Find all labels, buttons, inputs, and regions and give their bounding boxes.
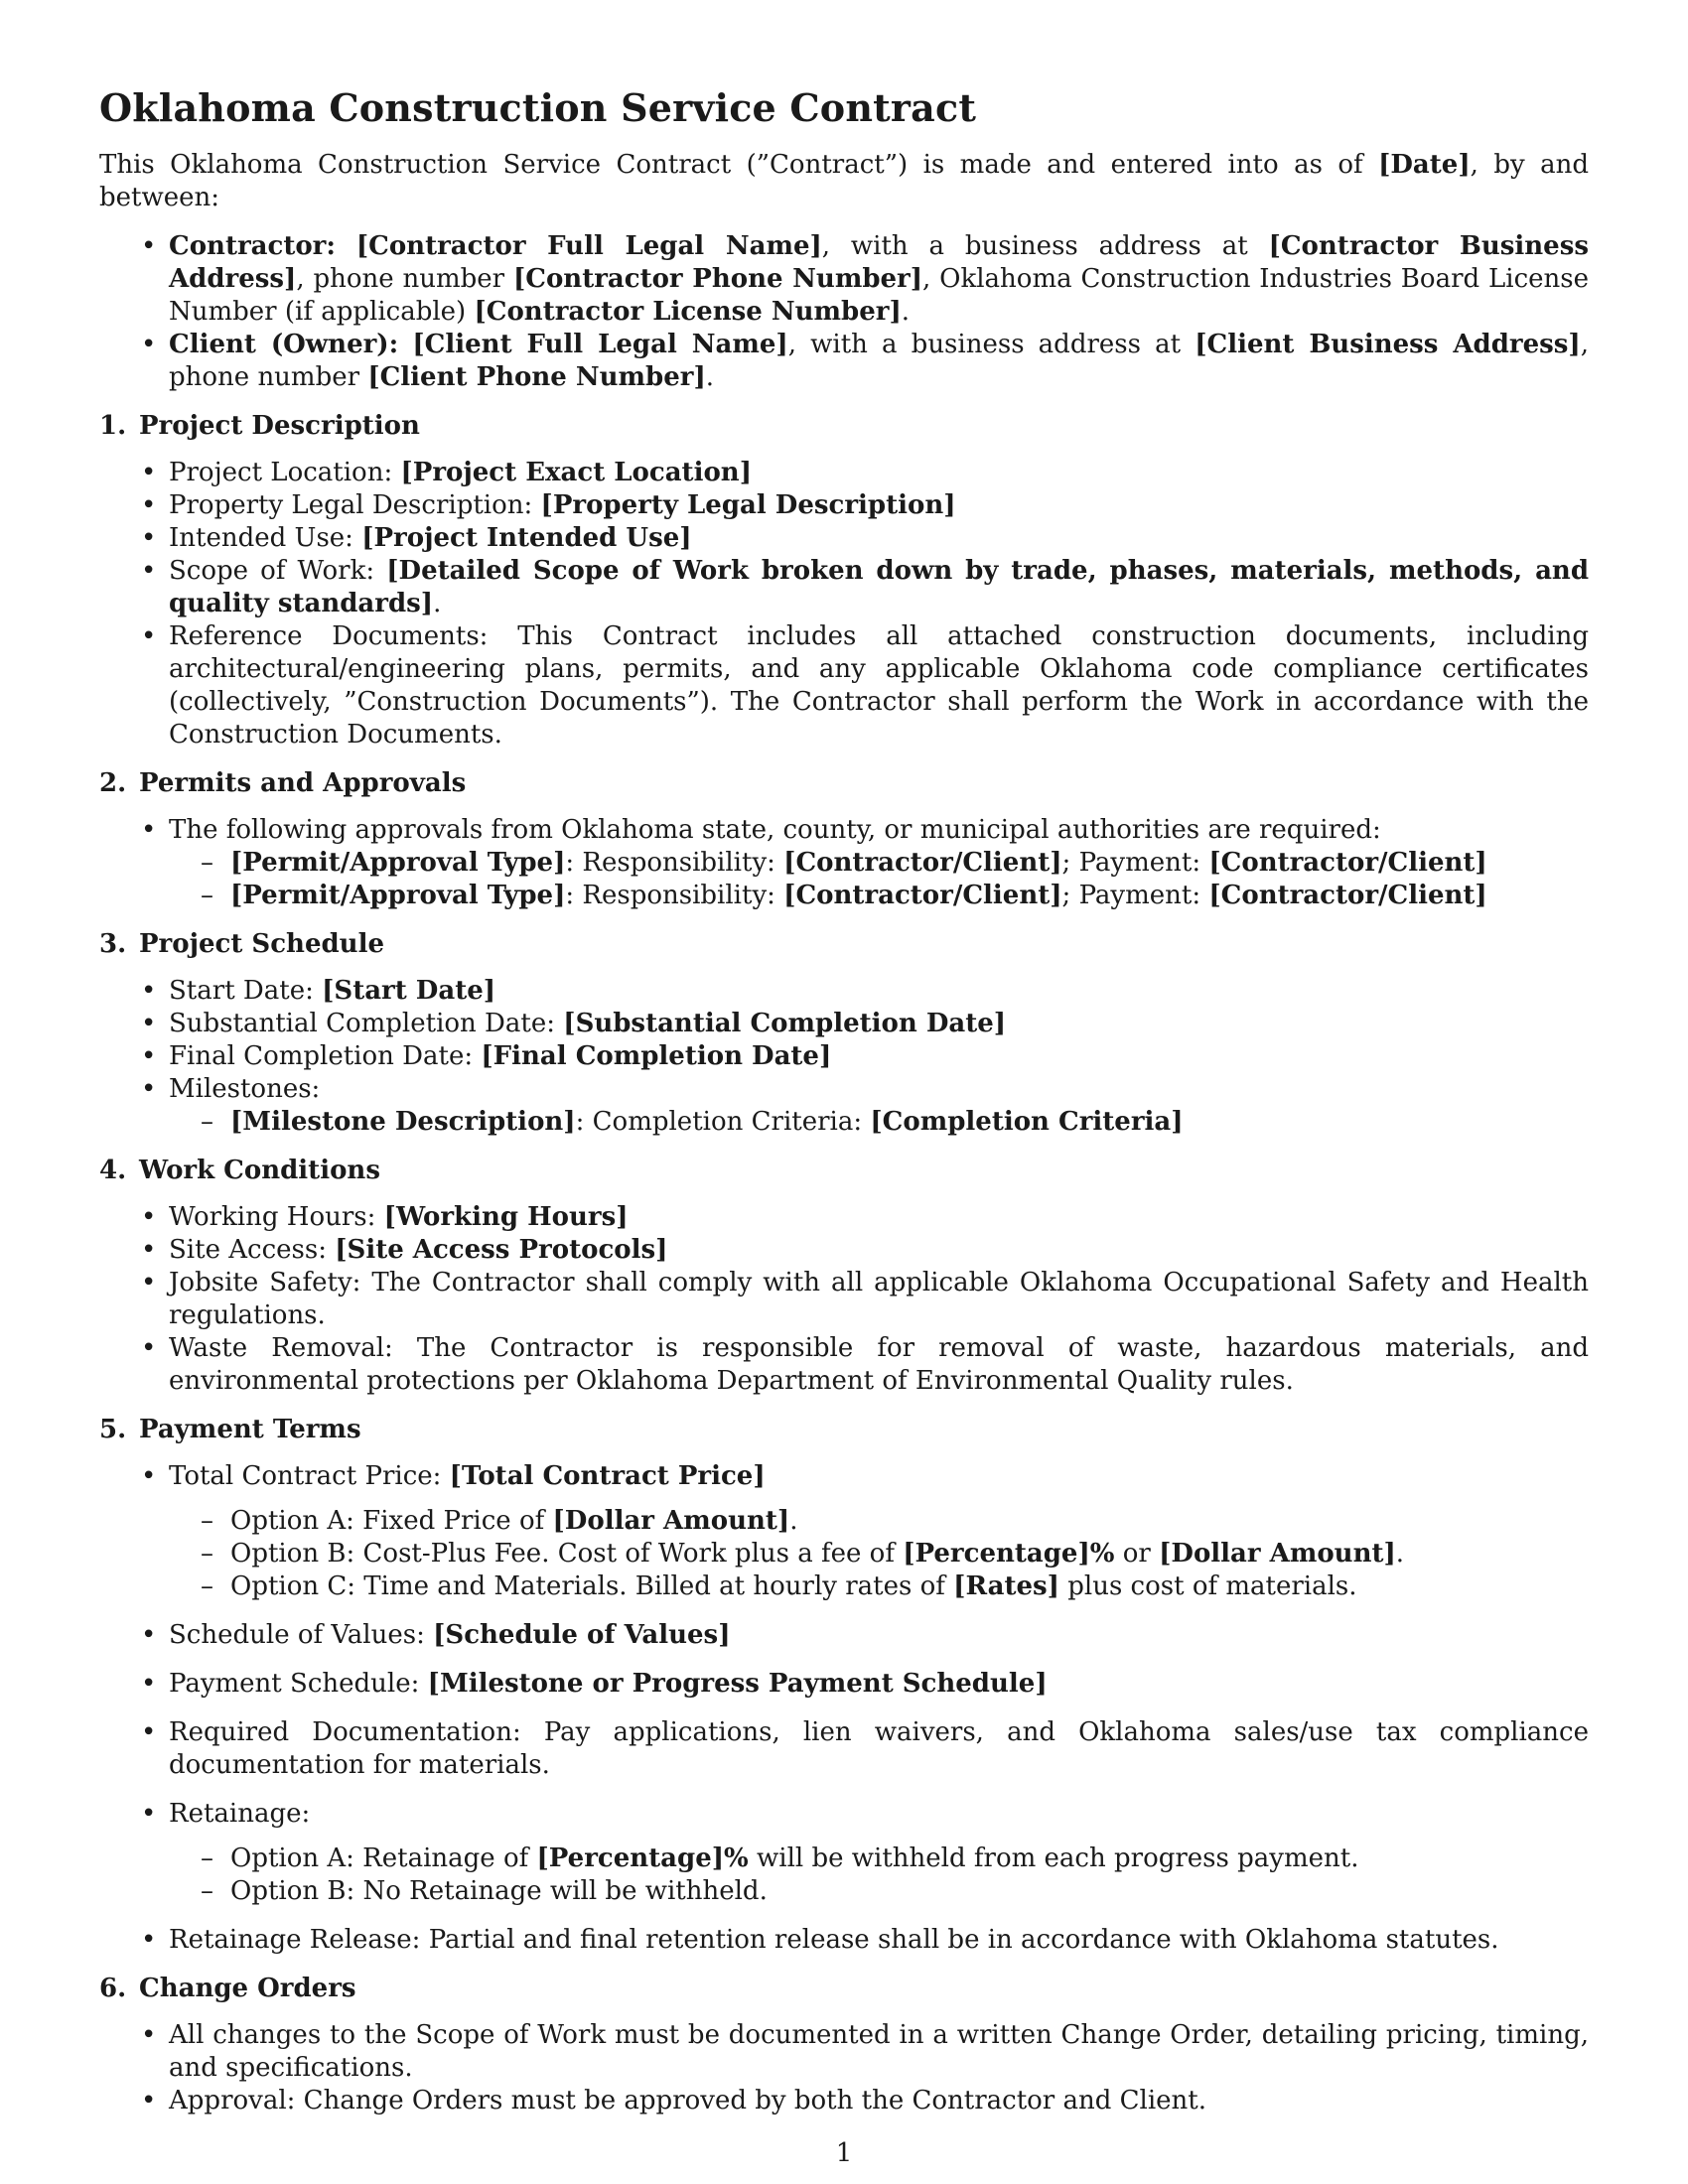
start-date-placeholder: [Start Date] — [322, 976, 496, 1006]
legal-description-placeholder: [Property Legal Description] — [540, 490, 956, 520]
item-label: Substantial Completion Date: — [169, 1009, 564, 1038]
item-text: The following approvals from Oklahoma state, county, or municipal authorities are required: — [169, 815, 1381, 845]
list-item: • Waste Removal: The Contractor is responsible for removal of waste, hazardous materials, and environmental protections per Oklahoma Department of Environmental Quality rules. — [99, 1332, 1589, 1398]
section-number: 3. — [99, 929, 127, 959]
schedule-list — [99, 975, 1589, 1139]
list-item — [99, 1234, 1589, 1267]
intended-use-placeholder: [Project Intended Use] — [361, 523, 692, 553]
list-item — [99, 975, 1589, 1008]
section-heading-work-conditions — [99, 1155, 1589, 1187]
item-label: Milestones: — [169, 1074, 321, 1104]
section-title: Project Schedule — [139, 929, 384, 959]
percentage-placeholder: [Percentage]% — [536, 1843, 749, 1873]
list-item — [99, 555, 1589, 620]
site-access-placeholder: [Site Access Protocols] — [335, 1235, 668, 1265]
item-end: plus cost of materials. — [1058, 1571, 1357, 1601]
contractor-name-placeholder: [Contractor Full Legal Name] — [355, 231, 822, 261]
party-client — [99, 329, 1589, 394]
criteria-placeholder: [Completion Criteria] — [870, 1107, 1184, 1137]
party-text: , phone number — [296, 264, 513, 294]
sublist-item — [169, 1843, 1589, 1875]
party-text: , with a business address at — [821, 231, 1269, 261]
list-item — [99, 814, 1589, 912]
client-phone-placeholder: [Client Phone Number] — [367, 362, 706, 392]
section-title: Permits and Approvals — [139, 768, 467, 798]
sublist-item — [169, 847, 1589, 880]
item-text: Option C: Time and Materials. Billed at hourly rates of — [230, 1571, 954, 1601]
date-placeholder: [Date] — [1378, 150, 1471, 180]
party-text: , Oklahoma Construction Industries Board License Number (if applicable) — [169, 264, 1589, 327]
change-orders-list — [99, 2019, 1589, 2117]
item-text: Option B: Cost-Plus Fee. Cost of Work plus a fee of — [230, 1539, 904, 1569]
list-item: • All changes to the Scope of Work must be documented in a written Change Order, detailing pricing, timing, and specifications. — [99, 2019, 1589, 2085]
item-label: ; Payment: — [1061, 848, 1209, 878]
item-label: Scope of Work: — [169, 556, 387, 586]
list-item: • Reference Documents: This Contract includes all attached construction documents, including architectural/engineering plans, permits, and any applicable Oklahoma code compliance certificates (collectively, ”Construction Documents”). The Contractor shall perform the Work in accordance with the Construction Documents. — [99, 620, 1589, 751]
percentage-placeholder: [Percentage]% — [903, 1539, 1115, 1569]
section-number: 4. — [99, 1156, 127, 1185]
list-item — [99, 1619, 1589, 1652]
list-item: • Approval: Change Orders must be approved by both the Contractor and Client. — [99, 2085, 1589, 2117]
item-label: Final Completion Date: — [169, 1041, 482, 1071]
item-label: Total Contract Price: — [169, 1461, 450, 1491]
section-title: Project Description — [139, 411, 420, 441]
item-label: Schedule of Values: — [169, 1620, 434, 1650]
section-title: Payment Terms — [139, 1415, 361, 1444]
section-heading-change-orders — [99, 1973, 1589, 2005]
section-number: 2. — [99, 768, 127, 798]
list-item — [99, 1201, 1589, 1234]
permits-sublist — [169, 847, 1589, 912]
item-end: . — [1395, 1539, 1405, 1569]
schedule-of-values-placeholder: [Schedule of Values] — [433, 1620, 731, 1650]
sublist-item — [169, 1570, 1589, 1603]
client-address-placeholder: [Client Business Address] — [1195, 330, 1581, 359]
permit-type-placeholder: [Permit/Approval Type] — [230, 848, 566, 878]
payment-schedule-placeholder: [Milestone or Progress Payment Schedule] — [427, 1669, 1048, 1699]
list-item — [99, 1668, 1589, 1701]
list-item — [99, 489, 1589, 522]
price-options-sublist — [169, 1505, 1589, 1603]
list-item: • Retainage Release: Partial and final retention release shall be in accordance with Oklahoma statutes. — [99, 1924, 1589, 1957]
project-description-list — [99, 457, 1589, 751]
final-completion-placeholder: [Final Completion Date] — [481, 1041, 832, 1071]
section-heading-project-description — [99, 410, 1589, 443]
permit-type-placeholder: [Permit/Approval Type] — [230, 881, 566, 910]
responsibility-placeholder: [Contractor/Client] — [783, 848, 1062, 878]
milestones-sublist — [169, 1106, 1589, 1139]
sublist-item: – Option B: No Retainage will be withheld. — [169, 1875, 1589, 1908]
client-name-placeholder: [Client Full Legal Name] — [412, 330, 788, 359]
list-item — [99, 1460, 1589, 1603]
party-text: . — [705, 362, 715, 392]
item-end: will be withheld from each progress payment. — [748, 1843, 1359, 1873]
item-label: Project Location: — [169, 458, 401, 487]
contract-page — [99, 85, 1589, 2133]
permits-list — [99, 814, 1589, 912]
responsibility-placeholder: [Contractor/Client] — [783, 881, 1062, 910]
item-text: or — [1114, 1539, 1160, 1569]
list-item — [99, 457, 1589, 489]
rates-placeholder: [Rates] — [953, 1571, 1059, 1601]
item-label: Property Legal Description: — [169, 490, 541, 520]
section-heading-schedule — [99, 928, 1589, 961]
sublist-item — [169, 1505, 1589, 1538]
item-end: . — [433, 589, 442, 618]
item-label: Retainage: — [169, 1799, 311, 1829]
list-item — [99, 522, 1589, 555]
contractor-address-placeholder: [Contractor Business Address] — [169, 231, 1589, 294]
section-number: 1. — [99, 411, 127, 441]
section-number: 5. — [99, 1415, 127, 1444]
dollar-amount-placeholder: [Dollar Amount] — [1159, 1539, 1396, 1569]
contractor-phone-placeholder: [Contractor Phone Number] — [512, 264, 923, 294]
scope-placeholder: [Detailed Scope of Work broken down by trade, phases, materials, methods, and quality standards] — [169, 556, 1590, 618]
item-label: Working Hours: — [169, 1202, 384, 1232]
item-end: . — [789, 1506, 798, 1536]
sublist-item — [169, 1538, 1589, 1570]
sublist-item — [169, 880, 1589, 912]
item-label: Payment Schedule: — [169, 1669, 428, 1699]
section-heading-permits — [99, 767, 1589, 800]
sublist-item — [169, 1106, 1589, 1139]
page-number: 1 — [835, 2138, 853, 2168]
intro-text-end: , by and between: — [99, 150, 1589, 212]
item-text: Option A: Retainage of — [230, 1843, 537, 1873]
item-label: : Completion Criteria: — [575, 1107, 871, 1137]
work-conditions-list — [99, 1201, 1589, 1398]
list-item — [99, 1798, 1589, 1908]
party-text: , with a business address at — [787, 330, 1196, 359]
item-label: ; Payment: — [1061, 881, 1209, 910]
total-price-placeholder: [Total Contract Price] — [449, 1461, 766, 1491]
party-contractor — [99, 230, 1589, 329]
contractor-license-placeholder: [Contractor License Number] — [474, 297, 902, 327]
item-label: : Responsibility: — [565, 848, 784, 878]
party-text: . — [901, 297, 911, 327]
intro-text: This Oklahoma Construction Service Contract (”Contract”) is made and entered into as of — [99, 150, 1379, 180]
list-item — [99, 1073, 1589, 1139]
parties-list — [99, 230, 1589, 394]
section-title: Change Orders — [139, 1974, 356, 2003]
section-title: Work Conditions — [139, 1156, 380, 1185]
milestone-placeholder: [Milestone Description] — [230, 1107, 576, 1137]
item-text: Option A: Fixed Price of — [230, 1506, 553, 1536]
payment-terms-list — [99, 1460, 1589, 1957]
item-label: : Responsibility: — [565, 881, 784, 910]
working-hours-placeholder: [Working Hours] — [383, 1202, 629, 1232]
item-label: Intended Use: — [169, 523, 362, 553]
list-item: • Required Documentation: Pay applications, lien waivers, and Oklahoma sales/use tax compliance documentation for materials. — [99, 1716, 1589, 1782]
item-label: Site Access: — [169, 1235, 336, 1265]
item-label: Start Date: — [169, 976, 323, 1006]
party-text: , phone number — [169, 330, 1589, 392]
dollar-amount-placeholder: [Dollar Amount] — [552, 1506, 790, 1536]
list-item: • Jobsite Safety: The Contractor shall comply with all applicable Oklahoma Occupational Safety and Health regulations. — [99, 1267, 1589, 1332]
list-item — [99, 1008, 1589, 1040]
document-title: Oklahoma Construction Service Contract — [99, 85, 977, 130]
contractor-label: Contractor: — [169, 231, 336, 261]
payment-placeholder: [Contractor/Client] — [1208, 848, 1487, 878]
client-label: Client (Owner): — [169, 330, 399, 359]
retainage-sublist — [169, 1843, 1589, 1908]
section-number: 6. — [99, 1974, 127, 2003]
intro-paragraph — [99, 149, 1589, 214]
location-placeholder: [Project Exact Location] — [400, 458, 752, 487]
list-item — [99, 1040, 1589, 1073]
section-heading-payment-terms — [99, 1414, 1589, 1446]
payment-placeholder: [Contractor/Client] — [1208, 881, 1487, 910]
substantial-completion-placeholder: [Substantial Completion Date] — [563, 1009, 1007, 1038]
